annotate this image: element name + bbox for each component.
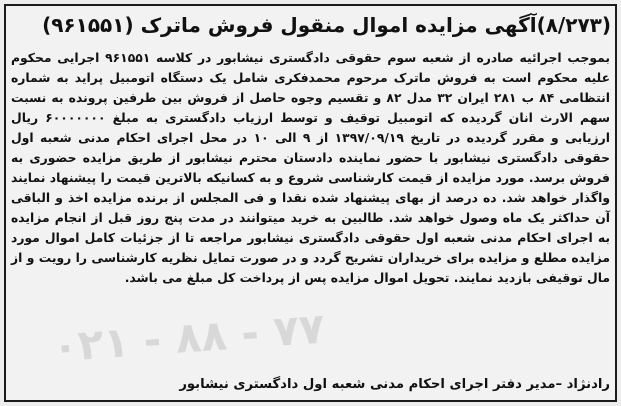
- phone-watermark: ۰۲۱ - ۸۸ - ۷۷: [50, 303, 327, 372]
- notice-title: (۸/۲۷۳)آگهی مزایده اموال منقول فروش ماترک (۹۶۱۵۵۱): [42, 13, 611, 37]
- notice-signature: رادنژاد –مدیر دفتر اجرای احکام مدنی شعبه اول دادگستری نیشابور: [179, 377, 610, 392]
- notice-body: بموجب اجرائیه صادره از شعبه سوم حقوقی دادگستری نیشابور در کلاسه ۹۶۱۵۵۱ اجرایی محکوم علیه محکوم است به فروش ماترک مرحوم محمدفکری شامل یک دستگاه اتومبیل پراید به شماره انتظامی ۸۴ ب ۲۸۱ ایران ۳۲ مدل ۸۲ و تقسیم وجوه حاصل از فروش بین طرفین پرونده به نسبت سهم الارث انان گردیده که اتومبیل توقیف و توسط ارزیاب دادگستری به مبلغ ۶۰۰۰۰۰۰۰ ریال ارزیابی و مقرر گردیده در تاریخ ۱۳۹۷/۰۹/۱۹ از ۹ الی ۱۰ در محل اجرای احکام مدنی شعبه اول حقوقی دادگستری نیشابور با حضور نماینده دادستان محترم نیشابور از طریق مزایده حضوری به فروش برسد. مورد مزایده از قیمت کارشناسی شروع و به کسانیکه بالاترین قیمت را پیشنهاد نمایند واگذار خواهد شد. ده درصد از بهای پیشنهاد شده نقدا و فی المجلس از برنده مزایده اخذ و الباقی آن حداکثر یک ماه وصول خواهد شد. طالبین به خرید میتوانند در مدت پنج روز قبل از انجام مزایده به اجرای احکام مدنی شعبه اول حقوقی دادگستری نیشابور مراجعه تا از جزئیات کامل اموال مورد مزایده مطلع و مزایده برای خریداران تشریح گردد و در صورت تمایل نظریه کارشناسی را رویت و از مال توقیفی بازدید نمایند. تحویل اموال مزایده پس از پرداخت کل مبلغ می باشد.: [11, 51, 610, 285]
